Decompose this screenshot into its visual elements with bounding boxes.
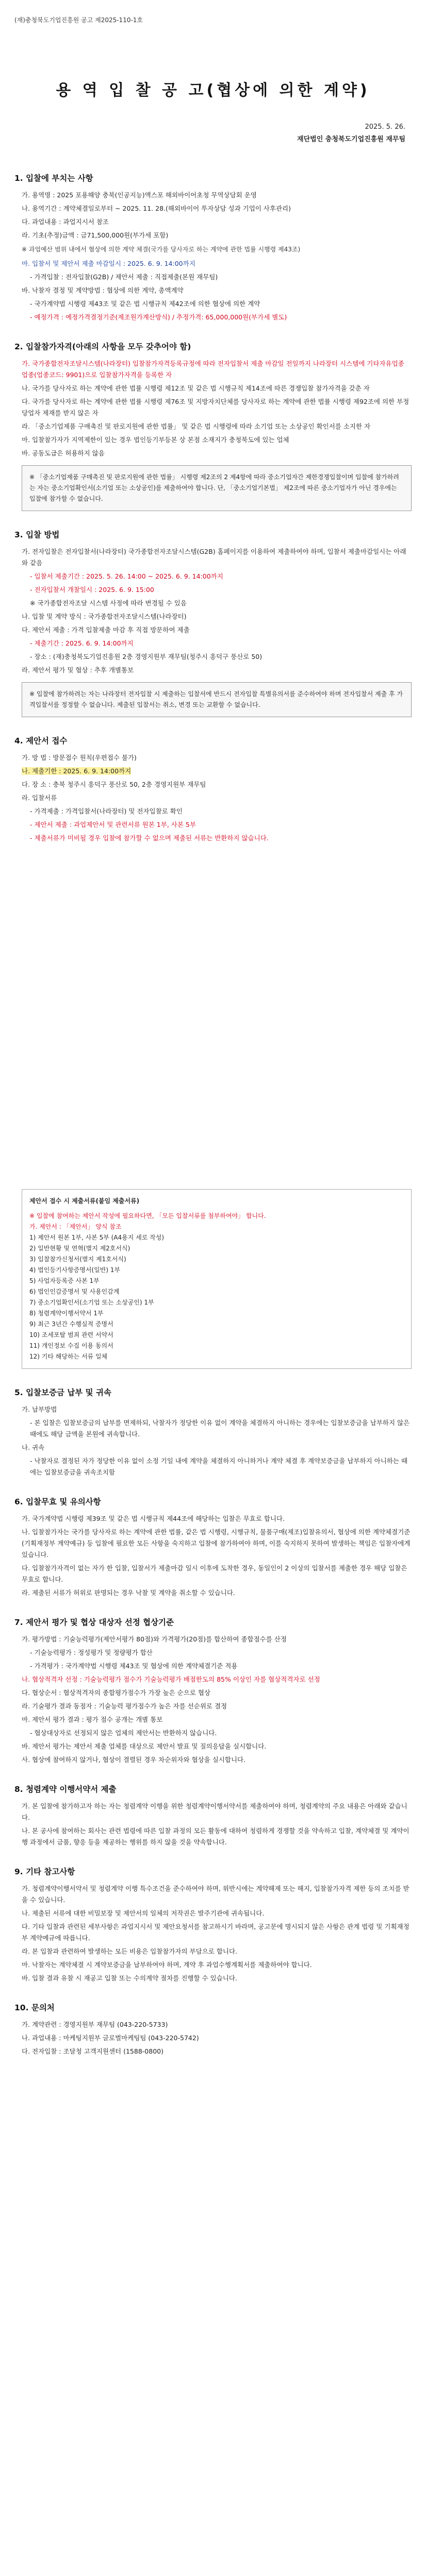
s6-item: 라. 제출된 서류가 허위로 판명되는 경우 낙찰 및 계약을 취소할 수 있습니다.	[22, 1589, 235, 1597]
section-6-heading: 6. 입찰무효 및 유의사항	[14, 1497, 101, 1506]
s1-item: 가. 용역명 : 2025 포용해양 충북(인공지능)액스포 해외바이어초청 무역상담회 운영	[22, 191, 257, 199]
s3-item: 가. 전자입찰은 전자입찰서(나라장터) 국가종합전자조달시스템(G2B) 홈페이지를 이용하여 제출하여야 하며, 입찰서 제출마감일시는 아래와 같음	[22, 548, 406, 567]
section-7	[14, 1616, 412, 1766]
contact-item: 나. 과업내용 : 마케팅지원부 글로벌마케팅팀 (043-220-5742)	[22, 2034, 199, 2042]
s9-item: 라. 본 입찰과 관련하여 발생하는 모든 비용은 입찰참가자의 부담으로 합니다.	[22, 1947, 238, 1955]
attachment-item: 3) 입찰참가신청서(별지 제1호서식)	[29, 1256, 126, 1263]
s4-item: - 제안서 제출 : 과업제안서 및 관련서류 원본 1부, 사본 5부	[30, 821, 196, 828]
s5-item: 가. 납부방법	[22, 1405, 57, 1413]
s5-item: - 본 입찰은 입찰보증금의 납부를 면제하되, 낙찰자가 정당한 이유 없이 계약을 체결하지 아니하는 경우에는 입찰보증금을 납부하지 않은 때에도 해당 금액을 본원에 귀속합니다.	[30, 1419, 410, 1438]
s7-item: 다. 협상순서 : 협상적격자의 종합평가점수가 가장 높은 순으로 협상	[22, 1689, 210, 1697]
s2-item: 다. 국가를 당사자로 하는 계약에 관한 법률 시행령 제76조 및 지방자치단체를 당사자로 하는 계약에 관한 법률 시행령 제92조에 의한 부정당업자 제재를 받지 않은 자	[22, 398, 409, 417]
section-2	[14, 341, 412, 511]
s7-item: - 협상대상자로 선정되지 않은 업체의 제안서는 반환하지 않습니다.	[30, 1729, 217, 1737]
s7-item: 마. 제안서 평가 결과 : 평가 점수 공개는 개별 통보	[22, 1716, 163, 1723]
page-title: 용 역 입 찰 공 고(협상에 의한 계약)	[56, 81, 370, 99]
attachment-box	[22, 1189, 412, 1369]
s4-item: - 제출서류가 미비될 경우 입찰에 참가할 수 없으며 제출된 서류는 반환하지 않습니다.	[30, 834, 269, 842]
s4-deadline: 나. 제출기한 : 2025. 6. 9. 14:00까지	[22, 767, 132, 775]
attachment-item: 가. 제안서 : 「제안서」 양식 참조	[29, 1223, 122, 1230]
attachment-section	[14, 861, 412, 1369]
attachment-heading: 제안서 접수 시 제출서류(붙임 제출서류)	[29, 1197, 140, 1205]
s3-item: - 제출기간 : 2025. 6. 9. 14:00까지	[30, 639, 134, 647]
s7-item: - 기술능력평가 : 정성평가 및 정량평가 합산	[30, 1649, 153, 1656]
s6-item: 다. 입찰참가자격이 없는 자가 한 입찰, 입찰서가 제출마감 일시 이후에 도착한 경우, 동일인이 2 이상의 입찰서를 제출한 경우 해당 입찰은 무효로 합니다.	[22, 1564, 407, 1583]
attachment-item: 12) 기타 해당하는 서류 일체	[29, 1353, 108, 1360]
s3-item: - 전자입찰서 개찰일시 : 2025. 6. 9. 15:00	[30, 586, 154, 594]
attachment-item: 2) 일반현황 및 연혁(별지 제2호서식)	[29, 1245, 130, 1252]
attachment-item: 1) 제안서 원본 1부, 사본 5부 (A4용지 세로 작성)	[29, 1234, 165, 1241]
s3-item: - 입찰서 제출기간 : 2025. 5. 26. 14:00 ~ 2025. 6. 9. 14:00까지	[30, 572, 223, 580]
s5-item: - 낙찰자로 결정된 자가 정당한 이유 없이 소정 기일 내에 계약을 체결하지 아니하거나 계약 체결 후 계약보증금을 납부하지 아니하는 때에는 입찰보증금을 귀속조치함	[30, 1457, 408, 1476]
section-7-heading: 7. 제안서 평가 및 협상 대상자 선정 협상기준	[14, 1618, 174, 1627]
section-9	[14, 1866, 412, 1984]
s3-item: 나. 입찰 및 계약 방식 : 국가종합전자조달시스템(나라장터)	[22, 613, 187, 620]
section-8	[14, 1783, 412, 1848]
s2-item: 바. 공동도급은 허용하지 않음	[22, 449, 105, 457]
s4-item	[22, 766, 412, 777]
s7-item: 가. 평가방법 : 기술능력평가(제안서평가 80점)와 가격평가(20점)를 합산하여 종합점수를 산정	[22, 1635, 287, 1643]
s2-item	[22, 358, 412, 381]
attachment-item: ※ 입찰에 참여하는 제안서 작성에 필요하다면, 「모든 입찰서류를 첨부하여야」 합니다.	[29, 1212, 266, 1219]
s2-item-text: 가. 국가종합전자조달시스템(나라장터) 입찰참가자격등록규정에 따라 전자입찰서 제출 마감일 전일까지 나라장터 시스템에 기타자유업종 업종(업종코드: 9901)으로 입찰참가자격을 등록한 자	[22, 360, 404, 379]
s7-item: 바. 제안서 평가는 제안서 제출 업체를 대상으로 제안서 발표 및 질의응답을 실시합니다.	[22, 1742, 267, 1750]
s1-sub: - 가격입찰 : 전자입찰(G2B) / 제안서 제출 : 직접제출(본원 재무팀)	[30, 273, 218, 281]
s1-item: 다. 과업내용 : 과업지시서 참조	[22, 218, 109, 226]
section-10	[14, 2002, 412, 2057]
s1-note: ※ 과업예산 범위 내에서 협상에 의한 계약 체결(국가를 당사자로 하는 계약에 관한 법률 시행령 제43조)	[22, 246, 301, 253]
attachment-item: 8) 청렴계약이행서약서 1부	[29, 1310, 104, 1317]
s1-sub: 바. 낙찰자 결정 및 계약방법 : 협상에 의한 계약, 총액계약	[22, 286, 184, 294]
attachment-item: 5) 사업자등록증 사본 1부	[29, 1277, 100, 1284]
section-6	[14, 1496, 412, 1599]
s4-item: - 가격제출 : 가격입찰서(나라장터) 및 전자입찰로 확인	[30, 807, 183, 815]
s5-item: 나. 귀속	[22, 1444, 45, 1451]
s3-item: 라. 제안서 평가 및 협상 : 추후 개별통보	[22, 666, 134, 674]
s2-notice-box: ※ 「중소기업제품 구매촉진 및 판로지원에 관한 법률」 시행령 제2조의 2 제4항에 따라 중소기업자간 제한경쟁입찰이며 입찰에 참가하려는 자는 중소기업확인서(소기업 또는 소상공인)를 제출하여야 합니다. 단, 「중소기업기본법」 제2조에 따른 중소기업자가 아닌 경우에는 입찰에 참가할 수 없습니다.	[22, 465, 412, 511]
s9-item: 가. 청렴계약이행서약서 및 청렴계약 이행 특수조건을 준수하여야 하며, 위반시에는 계약해제 또는 해지, 입찰참가자격 제한 등의 조치를 받을 수 있습니다.	[22, 1885, 409, 1904]
attachment-item: 9) 최근 3년간 수행실적 증명서	[29, 1320, 113, 1328]
s9-item: 나. 제출된 서류에 대한 비밀보장 및 제안서의 일체의 저작권은 발주기관에 귀속됩니다.	[22, 1909, 265, 1917]
s6-item: 가. 국가계약법 시행령 제39조 및 같은 법 시행규칙 제44조에 해당하는 입찰은 무효로 합니다.	[22, 1515, 285, 1522]
s7-item: 라. 기술평가 결과 동점자 : 기술능력 평가점수가 높은 자를 선순위로 결정	[22, 1702, 227, 1710]
contact-item: 가. 계약관련 : 경영지원부 재무팀 (043-220-5733)	[22, 2021, 168, 2028]
section-4-heading: 4. 제안서 접수	[14, 736, 68, 745]
attachment-item: 6) 법인인감증명서 및 사용인감계	[29, 1288, 120, 1295]
s4-item: 가. 방 법 : 방문접수 원칙(우편접수 불가)	[22, 754, 137, 761]
announcement-body	[14, 155, 412, 2059]
issue-info	[297, 121, 405, 146]
section-9-heading: 9. 기타 참고사항	[14, 1867, 75, 1876]
blank-area	[14, 861, 412, 1181]
s1-sub: - 국가계약법 시행령 제43조 및 같은 법 시행규칙 제42조에 의한 협상에 의한 계약	[30, 300, 260, 308]
section-3	[14, 529, 412, 717]
s3-item: ※ 국가종합전자조달 시스템 사정에 따라 변경될 수 있음	[30, 599, 187, 607]
s8-item: 가. 본 입찰에 참가하고자 하는 자는 청렴계약 이행을 위한 청렴계약이행서약서를 제출하여야 하며, 청렴계약의 주요 내용은 아래와 같습니다.	[22, 1802, 407, 1821]
s1-item: 라. 기초(추정)금액 : 금71,500,000원(부가세 포함)	[22, 231, 169, 239]
s9-item: 마. 낙찰자는 계약체결 시 계약보증금을 납부하여야 하며, 계약 후 과업수행계획서를 제출하여야 합니다.	[22, 1961, 312, 1969]
s7-item: 사. 협상에 참여하지 않거나, 협상이 결렬된 경우 차순위자와 협상을 실시합니다.	[22, 1756, 246, 1764]
s3-item: 다. 제안서 제출 : 가격 입찰제출 마감 후 직접 방문하여 제출	[22, 626, 190, 634]
section-5	[14, 1386, 412, 1478]
s3-notice-box: ※ 입찰에 참가하려는 자는 나라장터 전자입찰 시 제출하는 입찰서에 반드시 전자입찰 특별유의서를 준수하여야 하며 전자입찰서 제출 후 가격입찰서를 정정할 수 없습니다. 제출된 입찰서는 취소, 변경 또는 교환할 수 없습니다.	[22, 682, 412, 717]
section-1	[14, 172, 412, 323]
s7-item: - 가격평가 : 국가계약법 시행령 제43조 및 협상에 의한 계약체결기준 적용	[30, 1662, 238, 1670]
attachment-item: 4) 법인등기사항증명서(일반) 1부	[29, 1266, 121, 1274]
s6-item: 나. 입찰참가자는 국가를 당사자로 하는 계약에 관한 법률, 같은 법 시행령, 시행규칙, 물품구매(제조)입찰유의서, 협상에 의한 계약체결기준(기획재정부 계약예규) 등 입찰에 필요한 모든 사항을 숙지하고 입찰에 참가하여야 하며, 이를 숙지하지 못하여 발생하는 책임은 입찰자에게 있습니다.	[22, 1528, 411, 1558]
section-1-heading: 1. 입찰에 부치는 사항	[14, 174, 93, 183]
s1-item: 나. 용역기간 : 계약체결일로부터 ~ 2025. 11. 28.(해외바이어 투자상담 성과 기업이 사후관리)	[22, 205, 291, 212]
document-number: (재)충청북도기업진흥원 공고 제2025-110-1호	[14, 16, 143, 24]
issue-date: 2025. 5. 26.	[365, 123, 405, 131]
section-5-heading: 5. 입찰보증금 납부 및 귀속	[14, 1388, 111, 1397]
s1-sub: 마. 입찰서 및 제안서 제출 마감일시 : 2025. 6. 9. 14:00까지	[22, 260, 195, 267]
s1-sub: - 예정가격 : 예정가격결정기준(제조원가계산방식) / 추정가격: 65,000,000원(부가세 별도)	[30, 313, 287, 321]
section-3-heading: 3. 입찰 방법	[14, 530, 60, 539]
section-4	[14, 735, 412, 844]
s9-item: 다. 기타 입찰과 관련된 세부사항은 과업지시서 및 제안요청서를 참고하시기 바라며, 공고문에 명시되지 않은 사항은 관계 법령 및 기획재정부 계약예규에 따릅니다.	[22, 1923, 409, 1942]
issuing-agency: 재단법인 충청북도기업진흥원 재무팀	[297, 135, 405, 143]
section-8-heading: 8. 청렴계약 이행서약서 제출	[14, 1785, 117, 1794]
section-10-heading: 10. 문의처	[14, 2003, 55, 2012]
section-2-heading: 2. 입찰참가자격(아래의 사항을 모두 갖추어야 함)	[14, 342, 191, 351]
s9-item: 바. 입찰 결과 유찰 시 재공고 입찰 또는 수의계약 절차를 진행할 수 있습니다.	[22, 1974, 237, 1982]
attachment-item: 7) 중소기업확인서(소기업 또는 소상공인) 1부	[29, 1299, 154, 1306]
s2-item: 나. 국가를 당사자로 하는 계약에 관한 법률 시행령 제12조 및 같은 법 시행규칙 제14조에 따른 경쟁입찰 참가자격을 갖춘 자	[22, 384, 370, 392]
attachment-item: 11) 개인정보 수집 이용 동의서	[29, 1342, 113, 1349]
s4-item: 라. 입찰서류	[22, 794, 57, 802]
attachment-item: 10) 조세포탈 범죄 관련 서약서	[29, 1331, 113, 1338]
s2-item: 마. 입찰참가자가 지역제한이 있는 경우 법인등기부등본 상 본점 소재지가 충청북도에 있는 업체	[22, 436, 289, 444]
contact-item: 다. 전자입찰 : 조달청 고객지원센터 (1588-0800)	[22, 2047, 163, 2055]
s2-item: 라. 「중소기업제품 구매촉진 및 판로지원에 관한 법률」 및 같은 법 시행령에 따라 소기업 또는 소상공인 확인서를 소지한 자	[22, 422, 371, 430]
s8-item: 나. 본 공사에 참여하는 회사는 관련 법령에 따른 입찰 과정의 모든 활동에 대하여 청렴하게 경쟁할 것을 약속하고 입찰, 계약체결 및 계약이행 과정에서 금품, 향응 등을 제공하는 행위를 하지 않을 것을 약속합니다.	[22, 1827, 409, 1846]
s3-item: - 장소 : (재)충청북도기업진흥원 2층 경영지원부 재무팀(청주시 흥덕구 풍산로 50)	[30, 653, 263, 660]
s4-item: 다. 장 소 : 충북 청주시 흥덕구 풍산로 50, 2층 경영지원부 재무팀	[22, 781, 206, 788]
s7-item: 나. 협상적격자 선정 : 기술능력평가 점수가 기술능력평가 배점한도의 85% 이상인 자를 협상적격자로 선정	[22, 1675, 320, 1683]
